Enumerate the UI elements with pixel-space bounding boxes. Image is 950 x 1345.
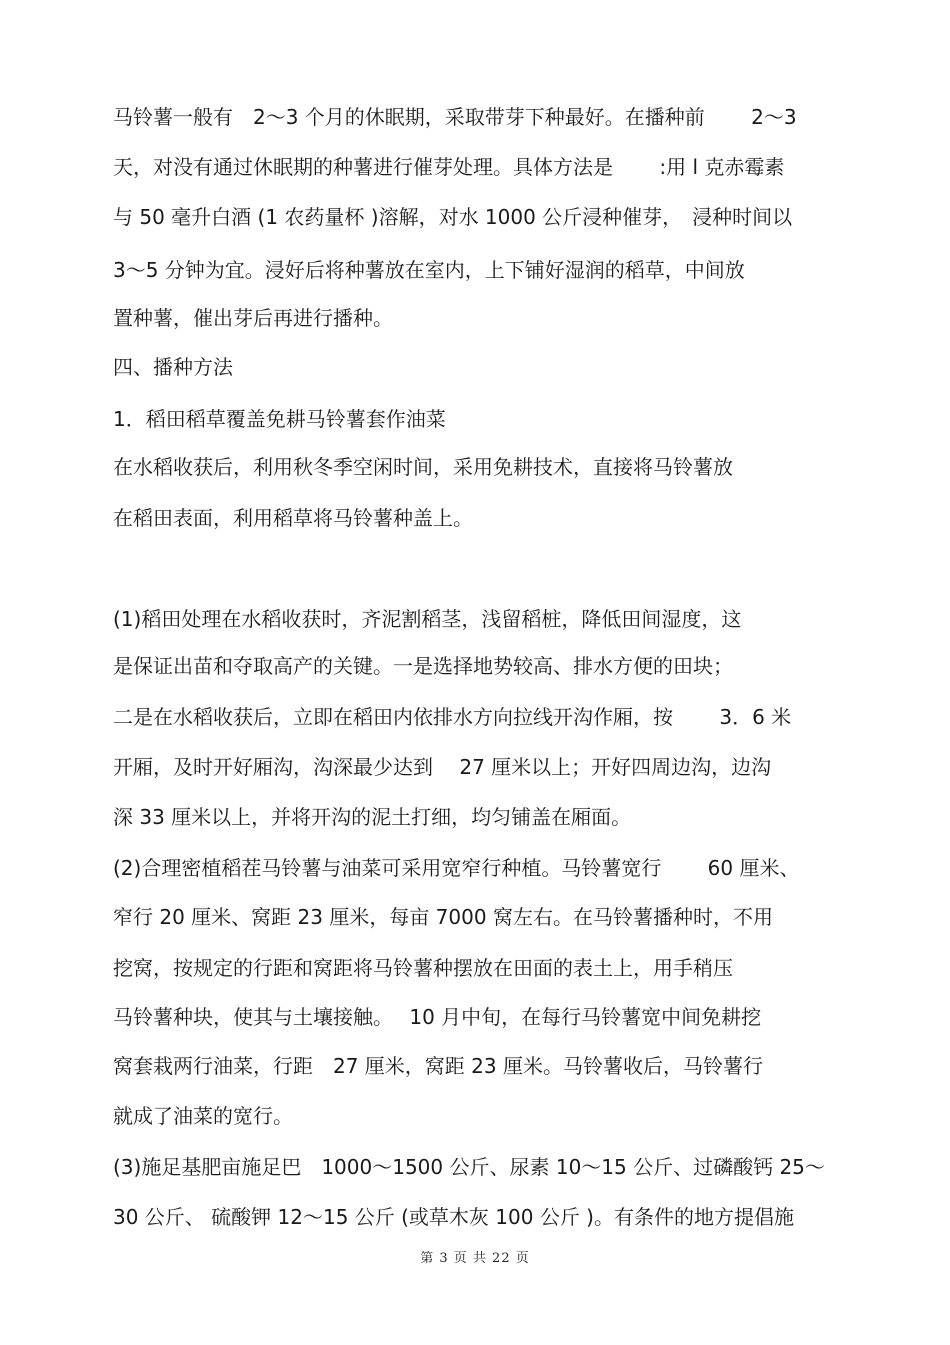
paragraph-line: 3～5 分钟为宜。浸好后将种薯放在室内，上下铺好湿润的稻草，中间放 bbox=[113, 258, 745, 282]
paragraph-line: (2)合理密植稻茬马铃薯与油菜可采用宽窄行种植。马铃薯宽行 60 厘米、 bbox=[113, 856, 800, 880]
paragraph-line: (3)施足基肥亩施足巴 1000～1500 公斤、尿素 10～15 公斤、过磷酸钙 25～ bbox=[113, 1155, 825, 1179]
paragraph-line: 窝套栽两行油菜，行距 27 厘米，窝距 23 厘米。马铃薯收后，马铃薯行 bbox=[113, 1054, 763, 1078]
paragraph-line: 在稻田表面，利用稻草将马铃薯种盖上。 bbox=[113, 506, 473, 530]
paragraph-line: 30 公斤、 硫酸钾 12～15 公斤 (或草木灰 100 公斤 )。有条件的地方提倡施 bbox=[113, 1205, 794, 1229]
paragraph-line: 二是在水稻收获后，立即在稻田内依排水方向拉线开沟作厢，按 3．6 米 bbox=[113, 705, 792, 729]
paragraph-line: 深 33 厘米以上，并将开沟的泥土打细，均匀铺盖在厢面。 bbox=[113, 805, 632, 829]
section-heading: 四、播种方法 bbox=[113, 355, 233, 379]
paragraph-line: 在水稻收获后，利用秋冬季空闲时间，采用免耕技术，直接将马铃薯放 bbox=[113, 455, 733, 479]
paragraph-line: 就成了油菜的宽行。 bbox=[113, 1104, 293, 1128]
subsection-heading: 1．稻田稻草覆盖免耕马铃薯套作油菜 bbox=[113, 407, 446, 431]
paragraph-line: 开厢，及时开好厢沟，沟深最少达到 27 厘米以上；开好四周边沟，边沟 bbox=[113, 755, 772, 779]
paragraph-line: 挖窝，按规定的行距和窝距将马铃薯种摆放在田面的表土上，用手稍压 bbox=[113, 956, 733, 980]
paragraph-line: 窄行 20 厘米、窝距 23 厘米，每亩 7000 窝左右。在马铃薯播种时，不用 bbox=[113, 905, 773, 929]
paragraph-line: 是保证出苗和夺取高产的关键。一是选择地势较高、排水方便的田块； bbox=[113, 654, 733, 678]
paragraph-line: 马铃薯种块，使其与土壤接触。 10 月中旬，在每行马铃薯宽中间免耕挖 bbox=[113, 1005, 762, 1029]
paragraph-line: 天，对没有通过休眠期的种薯进行催芽处理。具体方法是 :用 l 克赤霉素 bbox=[113, 155, 785, 179]
paragraph-line: 与 50 毫升白酒 (1 农药量杯 )溶解，对水 1000 公斤浸种催芽， 浸种时间以 bbox=[113, 205, 793, 229]
page-footer: 第 3 页 共 22 页 bbox=[420, 1251, 530, 1266]
paragraph-line: (1)稻田处理在水稻收获时，齐泥割稻茎，浅留稻桩，降低田间湿度，这 bbox=[113, 607, 742, 631]
paragraph-line: 置种薯，催出芽后再进行播种。 bbox=[113, 306, 393, 330]
paragraph-line: 马铃薯一般有 2～3 个月的休眠期，采取带芽下种最好。在播种前 2～3 bbox=[113, 105, 797, 129]
